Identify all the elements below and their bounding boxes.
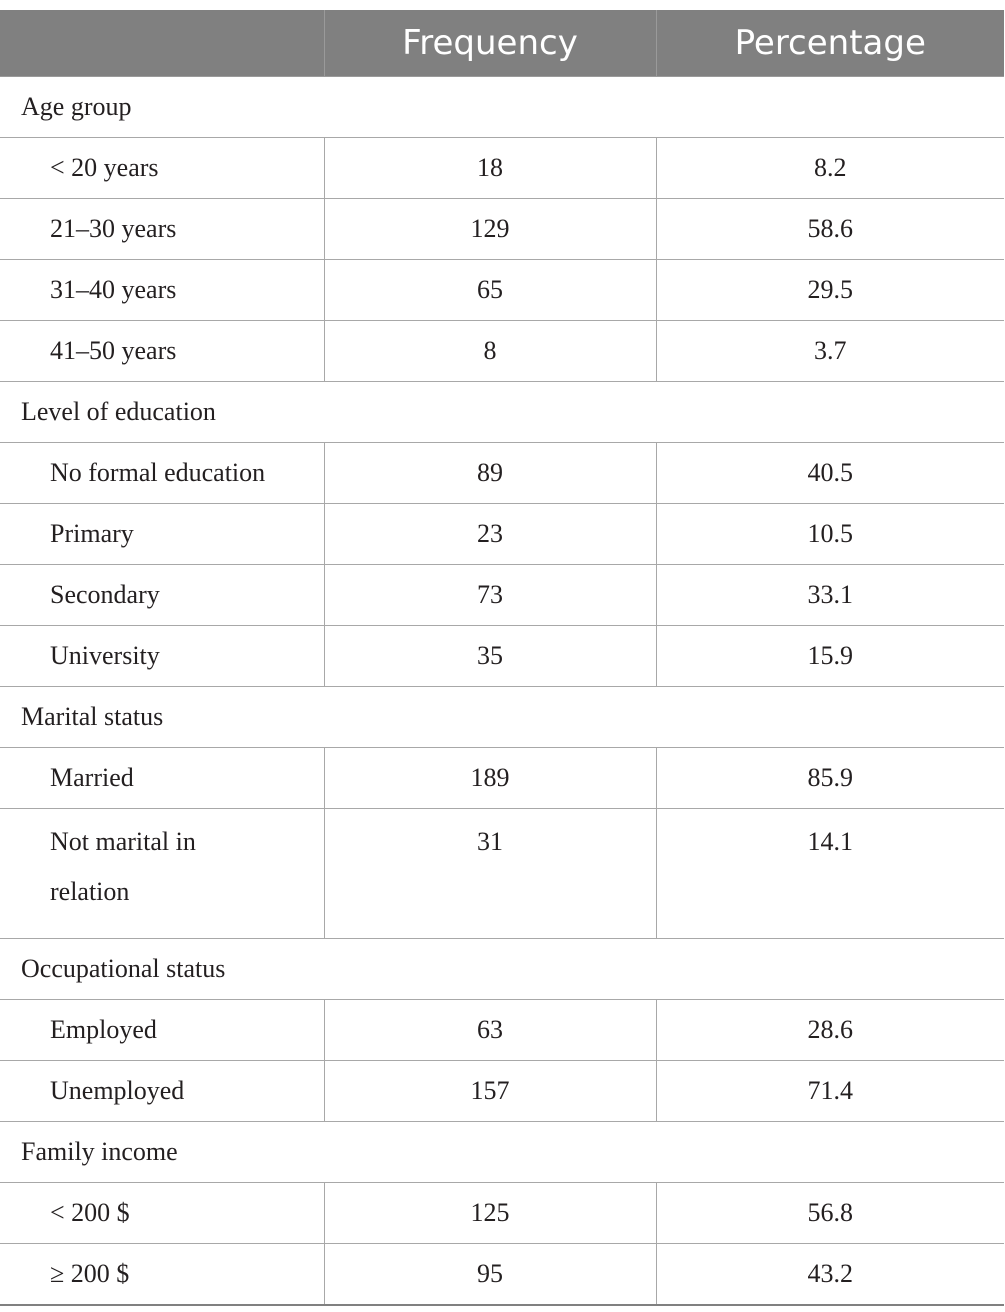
table-row <box>0 321 1004 382</box>
frequency-cell: 23 <box>324 504 656 565</box>
table-row <box>0 1183 1004 1244</box>
frequency-cell: 31 <box>324 809 656 939</box>
row-label: Employed <box>0 1000 324 1061</box>
group-row-occupation <box>0 939 1004 1000</box>
group-label: Occupational status <box>0 939 1004 1000</box>
frequency-cell: 95 <box>324 1244 656 1306</box>
table-row <box>0 1061 1004 1122</box>
percentage-cell: 15.9 <box>656 626 1004 687</box>
frequency-cell: 65 <box>324 260 656 321</box>
group-row-age <box>0 77 1004 138</box>
row-label: 31–40 years <box>0 260 324 321</box>
percentage-cell: 3.7 <box>656 321 1004 382</box>
table-header <box>0 10 1004 77</box>
group-label: Age group <box>0 77 1004 138</box>
table-row <box>0 809 1004 939</box>
percentage-cell: 28.6 <box>656 1000 1004 1061</box>
group-row-education <box>0 382 1004 443</box>
table-row <box>0 443 1004 504</box>
row-label: 41–50 years <box>0 321 324 382</box>
header-frequency: Frequency <box>324 10 656 77</box>
group-label: Marital status <box>0 687 1004 748</box>
table-row <box>0 199 1004 260</box>
row-label: 21–30 years <box>0 199 324 260</box>
percentage-cell: 56.8 <box>656 1183 1004 1244</box>
percentage-cell: 43.2 <box>656 1244 1004 1306</box>
demographics-table <box>0 10 1004 1306</box>
frequency-cell: 125 <box>324 1183 656 1244</box>
table-row <box>0 1000 1004 1061</box>
row-label: < 200 $ <box>0 1183 324 1244</box>
percentage-cell: 33.1 <box>656 565 1004 626</box>
group-label: Level of education <box>0 382 1004 443</box>
percentage-cell: 8.2 <box>656 138 1004 199</box>
table-row <box>0 565 1004 626</box>
percentage-cell: 58.6 <box>656 199 1004 260</box>
percentage-cell: 10.5 <box>656 504 1004 565</box>
group-row-income <box>0 1122 1004 1183</box>
header-blank-cell <box>0 10 324 77</box>
header-row <box>0 10 1004 77</box>
table-row <box>0 1244 1004 1306</box>
row-label: University <box>0 626 324 687</box>
percentage-cell: 29.5 <box>656 260 1004 321</box>
table-row <box>0 260 1004 321</box>
frequency-cell: 35 <box>324 626 656 687</box>
row-label: Primary <box>0 504 324 565</box>
table-row <box>0 626 1004 687</box>
frequency-cell: 129 <box>324 199 656 260</box>
group-row-marital <box>0 687 1004 748</box>
frequency-cell: 189 <box>324 748 656 809</box>
header-percentage: Percentage <box>656 10 1004 77</box>
table-body <box>0 77 1004 1306</box>
frequency-cell: 157 <box>324 1061 656 1122</box>
row-label: ≥ 200 $ <box>0 1244 324 1306</box>
row-label: No formal education <box>0 443 324 504</box>
table-row <box>0 748 1004 809</box>
percentage-cell: 14.1 <box>656 809 1004 939</box>
row-label: < 20 years <box>0 138 324 199</box>
row-label: Unemployed <box>0 1061 324 1122</box>
row-label: Not marital in relation <box>0 809 324 939</box>
frequency-cell: 89 <box>324 443 656 504</box>
table-row <box>0 138 1004 199</box>
percentage-cell: 40.5 <box>656 443 1004 504</box>
row-label: Secondary <box>0 565 324 626</box>
frequency-cell: 63 <box>324 1000 656 1061</box>
table-row <box>0 504 1004 565</box>
frequency-cell: 18 <box>324 138 656 199</box>
percentage-cell: 85.9 <box>656 748 1004 809</box>
row-label: Married <box>0 748 324 809</box>
frequency-cell: 73 <box>324 565 656 626</box>
percentage-cell: 71.4 <box>656 1061 1004 1122</box>
frequency-cell: 8 <box>324 321 656 382</box>
group-label: Family income <box>0 1122 1004 1183</box>
